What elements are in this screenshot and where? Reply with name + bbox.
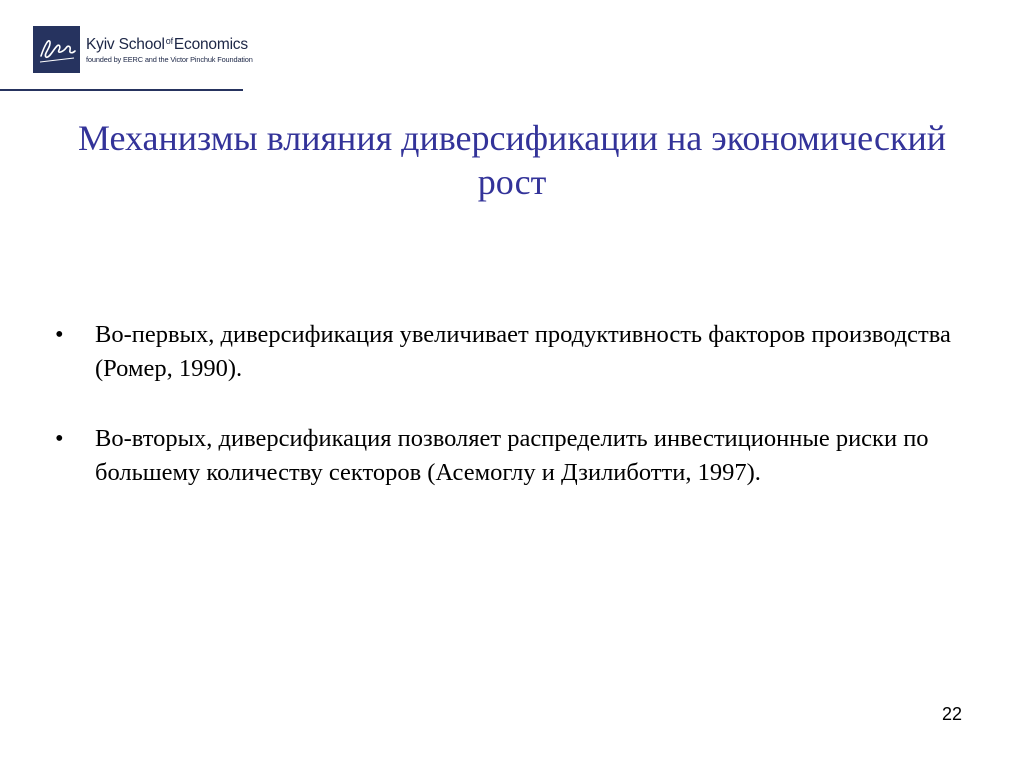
page-number: 22 xyxy=(941,704,962,724)
kse-logo xyxy=(33,26,253,76)
bullet-item xyxy=(55,318,955,386)
bullet-marker: • xyxy=(55,321,64,348)
bullet-text: Во-первых, диверсификация увеличивает продуктивность факторов производства (Ромер, 1990). xyxy=(95,321,951,382)
kse-monogram-icon xyxy=(33,26,80,73)
bullet-text: Во-вторых, диверсификация позволяет распределить инвестиционные риски по большему количеству секторов (Асемоглу и Дзилиботти, 1997). xyxy=(95,425,929,486)
slide-title: Механизмы влияния диверсификации на экономический рост xyxy=(77,118,947,202)
logo-subtitle: founded by EERC and the Victor Pinchuk Foundation xyxy=(86,55,253,64)
logo-text xyxy=(86,32,253,64)
bullet-list xyxy=(55,318,955,526)
logo-name: Kyiv School$^{of}$Economics xyxy=(86,36,248,53)
header-rule xyxy=(0,89,243,91)
bullet-item xyxy=(55,422,955,490)
bullet-marker: • xyxy=(55,425,64,452)
